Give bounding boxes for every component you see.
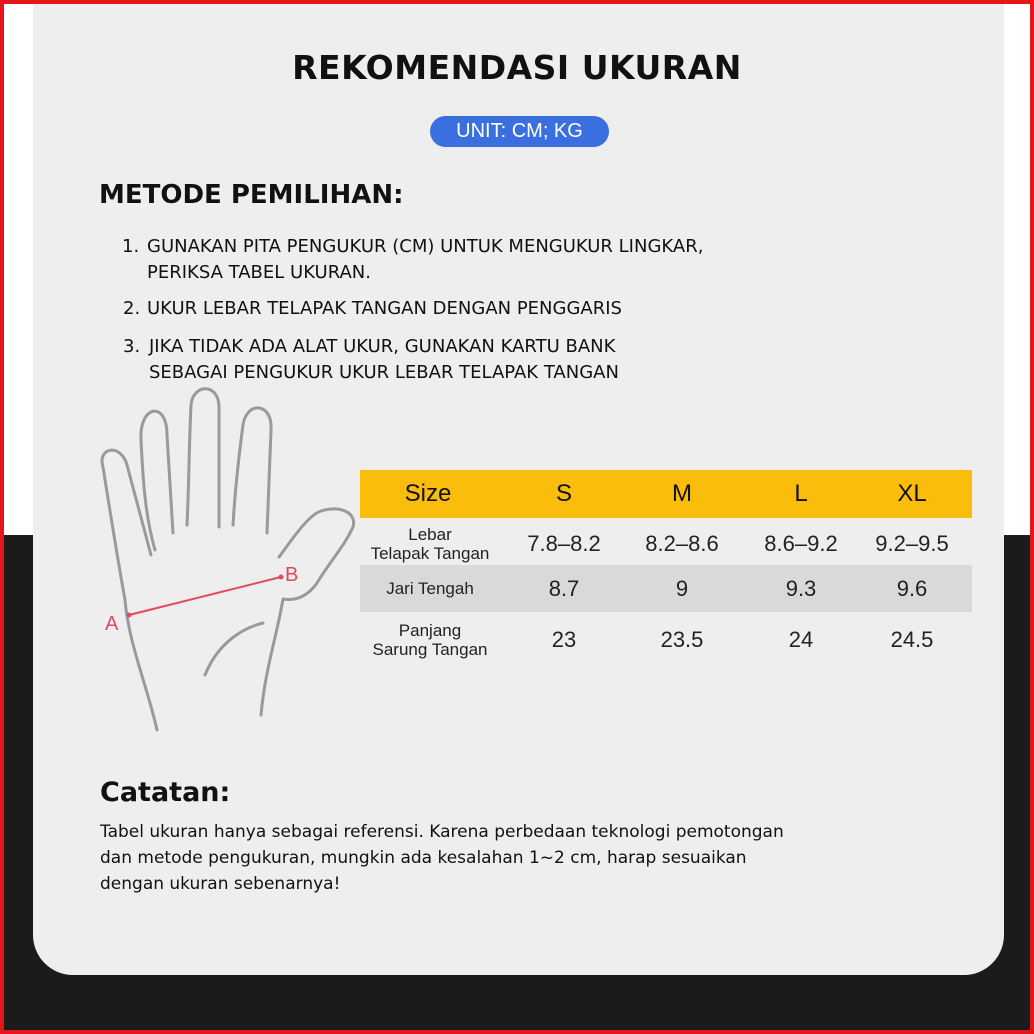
step-text-line2: PERIKSA TABEL UKURAN. xyxy=(147,262,371,283)
value-cell: 8.6–9.2 xyxy=(764,530,838,556)
header-cell-size: Size xyxy=(404,480,452,507)
step-number: 2. xyxy=(123,298,141,319)
row-label xyxy=(360,616,500,663)
row-label: Jari Tengah xyxy=(386,579,474,598)
row-label-line2: Telapak Tangan xyxy=(370,543,490,563)
step-number: 3. xyxy=(123,336,141,357)
row-label-line2: Sarung Tangan xyxy=(372,639,488,659)
header-cell-s: S xyxy=(555,480,572,507)
hand-outline xyxy=(102,389,354,730)
notes-text xyxy=(100,819,880,897)
row-label-line1: Panjang xyxy=(398,620,462,640)
notes-line: dengan ukuran sebenarnya! xyxy=(100,874,341,894)
method-heading: METODE PEMILIHAN: xyxy=(99,180,404,210)
step-number: 1. xyxy=(122,236,140,257)
value-cell: 8.2–8.6 xyxy=(645,530,719,556)
measurement-line xyxy=(129,577,281,615)
step-text-line1: JIKA TIDAK ADA ALAT UKUR, GUNAKAN KARTU BANK xyxy=(149,336,616,357)
value-cell: 7.8–8.2 xyxy=(527,530,601,556)
value-cell: 23 xyxy=(551,626,577,652)
row-label-line1: Lebar xyxy=(408,524,452,544)
method-step-3 xyxy=(123,334,619,386)
point-b-marker xyxy=(279,575,284,580)
value-cell: 9.6 xyxy=(896,575,928,601)
hand-measurement-diagram xyxy=(95,385,365,745)
header-cell-xl: XL xyxy=(897,480,927,507)
notes-line: dan metode pengukuran, mungkin ada kesalahan 1~2 cm, harap sesuaikan xyxy=(100,848,747,868)
row-label xyxy=(360,520,500,567)
point-a-label: A xyxy=(105,613,119,635)
point-b-label: B xyxy=(285,564,299,586)
header-cell-m: M xyxy=(672,480,692,507)
table-row xyxy=(360,565,972,612)
unit-badge: UNIT: CM; KG xyxy=(430,116,609,147)
table-row xyxy=(360,520,972,567)
value-cell: 9.3 xyxy=(785,575,817,601)
point-a-marker xyxy=(127,613,132,618)
table-row xyxy=(360,616,972,663)
method-step-1 xyxy=(122,234,703,286)
value-cell: 8.7 xyxy=(548,575,580,601)
value-cell: 24.5 xyxy=(890,626,934,652)
value-cell: 9.2–9.5 xyxy=(875,530,949,556)
step-text-line1: UKUR LEBAR TELAPAK TANGAN DENGAN PENGGARIS xyxy=(147,298,622,319)
value-cell: 23.5 xyxy=(660,626,704,652)
step-text-line1: GUNAKAN PITA PENGUKUR (CM) UNTUK MENGUKUR LINGKAR, xyxy=(147,236,704,257)
value-cell: 24 xyxy=(788,626,814,652)
page-title: REKOMENDASI UKURAN xyxy=(292,48,742,87)
table-header-row xyxy=(360,470,972,518)
value-cell: 9 xyxy=(675,575,689,601)
step-text-line2: SEBAGAI PENGUKUR UKUR LEBAR TELAPAK TANGAN xyxy=(149,362,619,383)
palm-crease xyxy=(205,623,263,675)
notes-line: Tabel ukuran hanya sebagai referensi. Karena perbedaan teknologi pemotongan xyxy=(100,822,784,842)
method-step-2 xyxy=(123,296,622,322)
header-cell-l: L xyxy=(794,480,808,507)
notes-heading: Catatan: xyxy=(100,777,231,808)
